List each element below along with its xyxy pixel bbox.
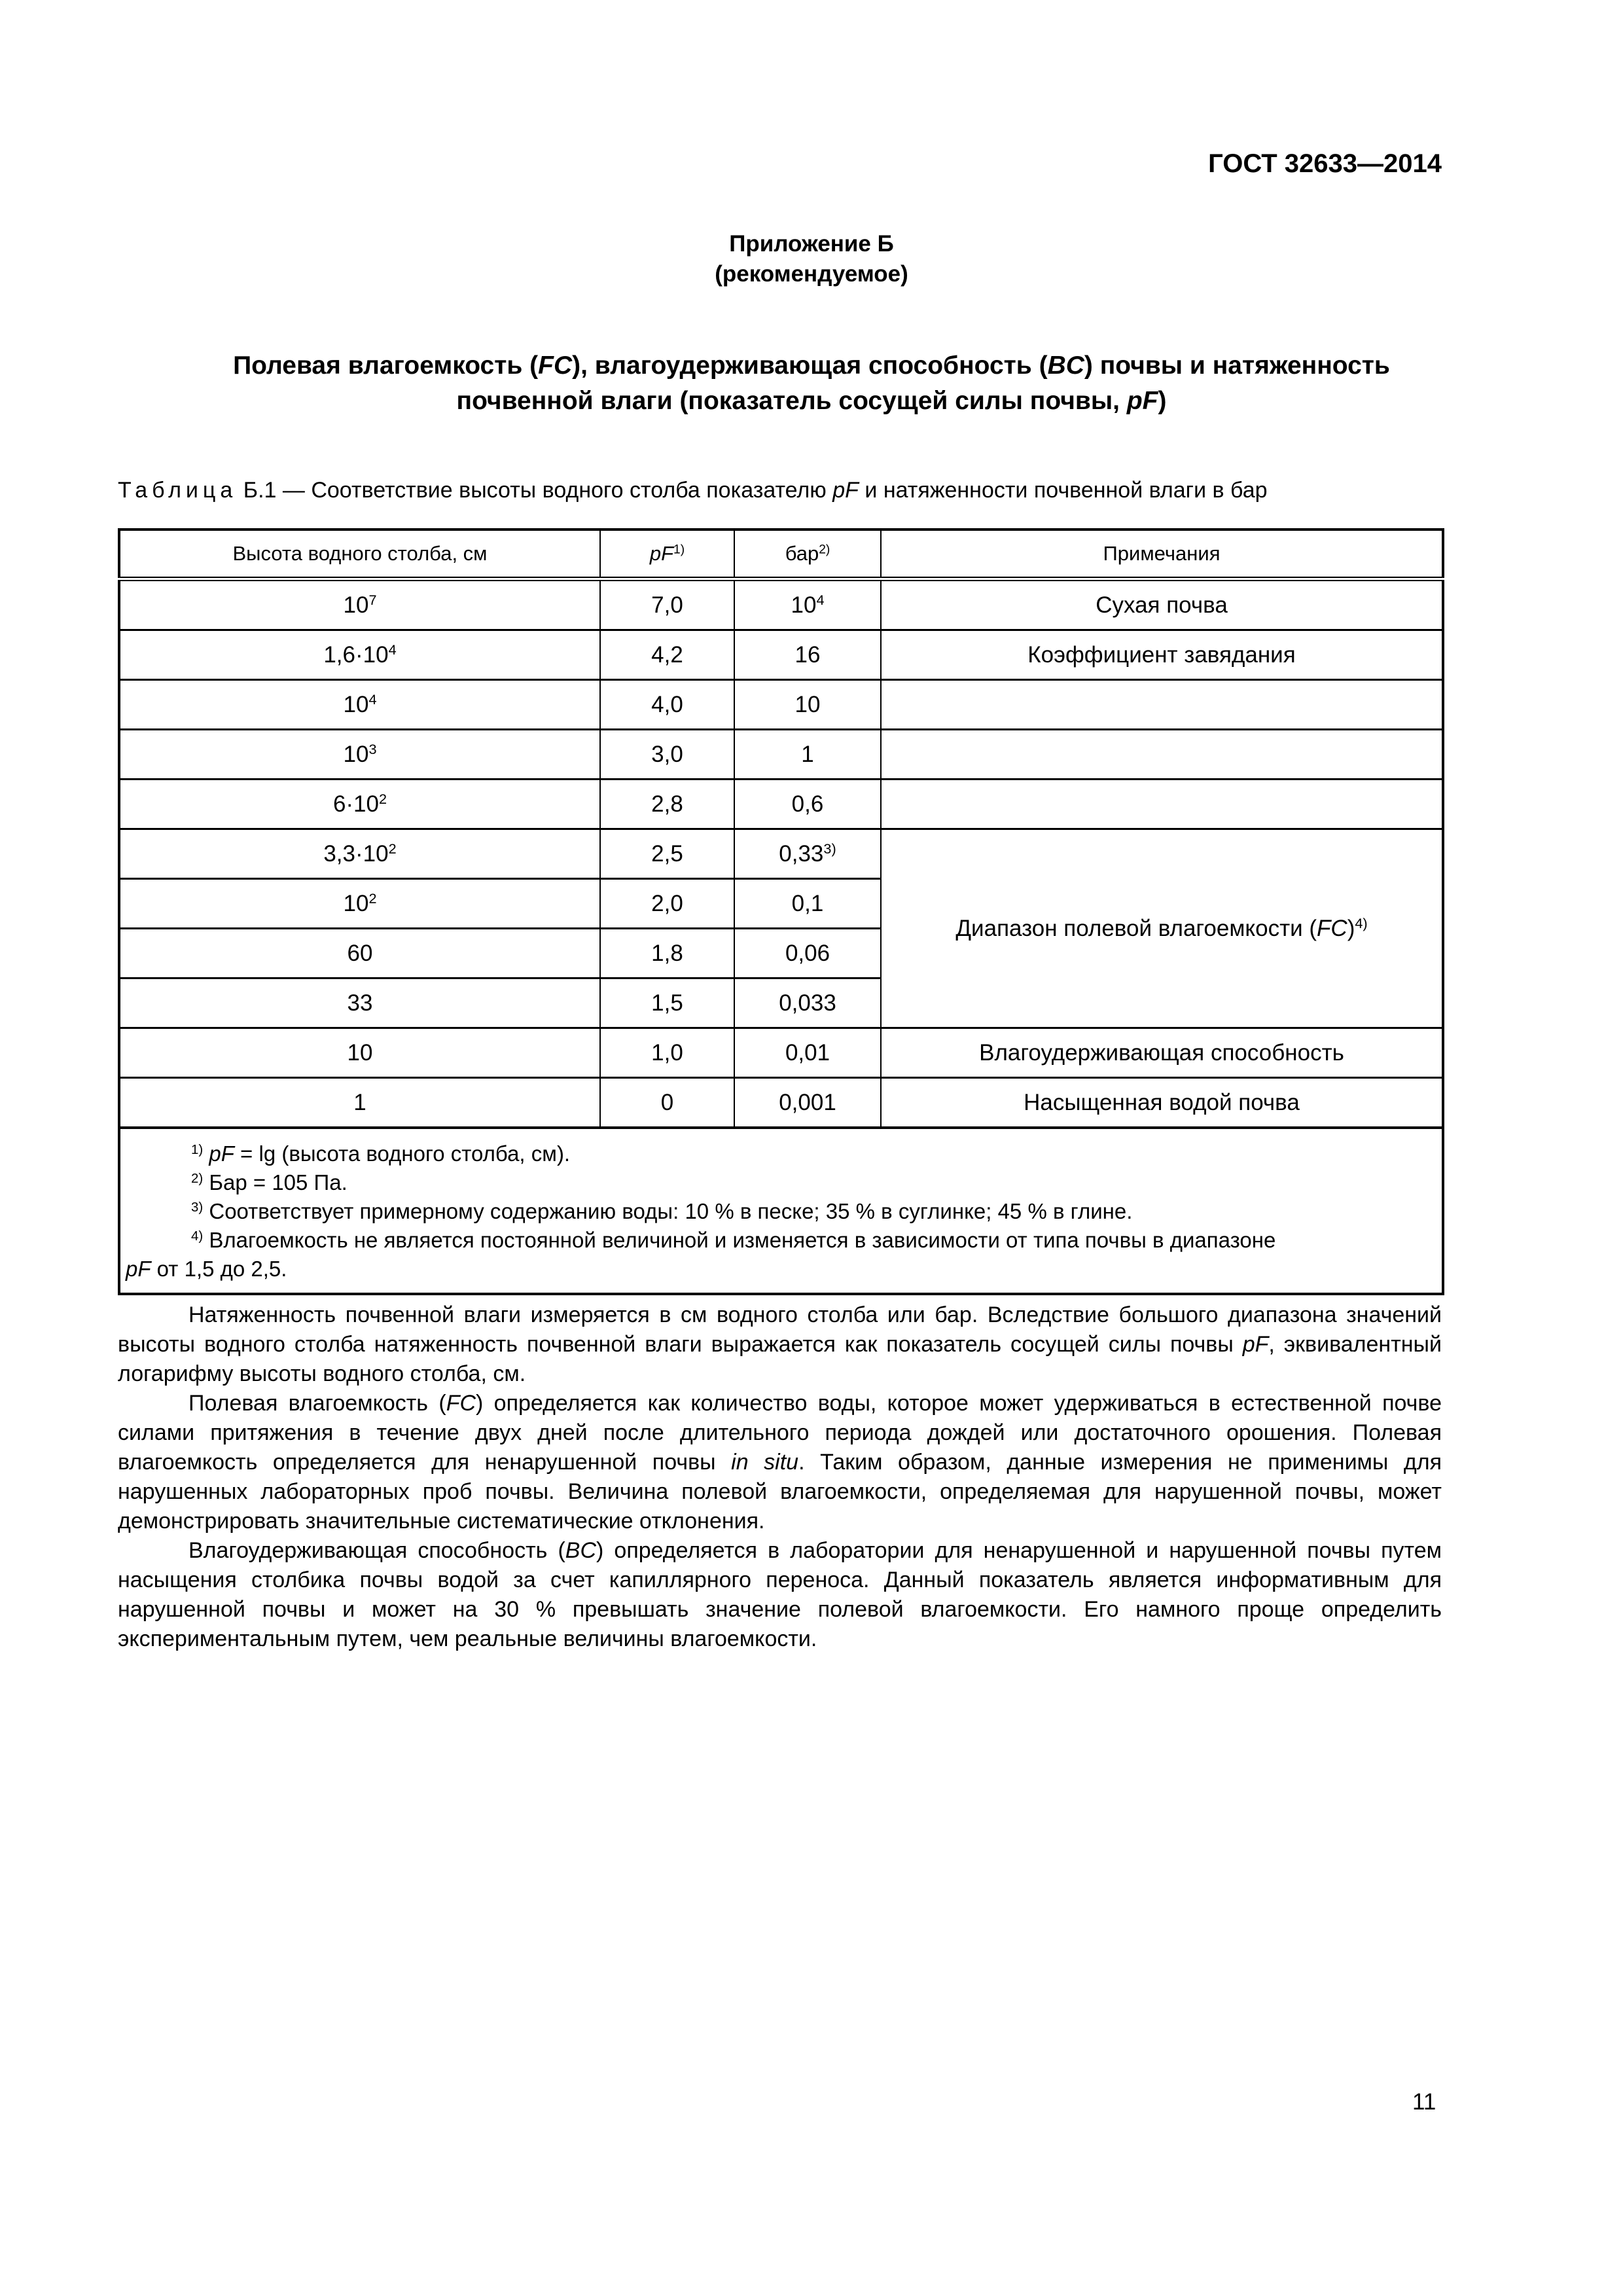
- cell-water-column-height: [119, 630, 600, 680]
- cell-bar: [734, 680, 881, 730]
- italic-term: pF: [1126, 387, 1158, 415]
- footnote: [126, 1226, 1436, 1255]
- table-row: [119, 780, 1443, 829]
- annex-header: [0, 229, 1623, 289]
- text-segment: ) почвы и натяженность: [1084, 351, 1390, 380]
- pf-value: 7,0: [651, 592, 683, 618]
- page-number: 11: [1412, 2089, 1436, 2115]
- annex-title: Приложение Б: [729, 231, 894, 257]
- text-segment: Полевая влагоемкость (: [188, 1391, 446, 1416]
- cell-water-column-height: [119, 780, 600, 829]
- footnote-ref: 1): [673, 543, 685, 557]
- table-row: [119, 829, 1443, 879]
- italic-term: FC: [538, 351, 573, 380]
- text-segment: Влагоемкость не является постоянной величиной и изменяется в зависимости от типа почвы в диапазоне: [209, 1228, 1276, 1252]
- italic-term: in situ: [731, 1450, 799, 1475]
- paragraph: [118, 1389, 1442, 1536]
- cell-bar: [734, 780, 881, 829]
- cell-pf: [600, 1078, 734, 1128]
- text-segment: ) определяется как количество воды, которое может удерживаться в естественной почве силами притяжения в течение двух дней после длительного периода дождей или достаточного орошения. Полевая влагоемкость определяется для ненарушенной почвы: [118, 1391, 1442, 1475]
- height-exponent: 3: [368, 740, 377, 757]
- height-exponent: 2: [388, 840, 397, 857]
- bar-value: 10: [794, 691, 821, 717]
- text-segment: почвенной влаги (показатель сосущей силы почвы,: [456, 387, 1127, 415]
- cell-note: [881, 1028, 1443, 1078]
- cell-pf: [600, 680, 734, 730]
- document-code: ГОСТ 32633—2014: [1208, 149, 1442, 178]
- pf-value: 4,2: [651, 641, 683, 668]
- footnote-continuation: [126, 1255, 1436, 1283]
- text-segment: Полевая влагоемкость (: [233, 351, 539, 380]
- pf-value: 0: [660, 1089, 674, 1115]
- pf-table: [118, 528, 1444, 1295]
- cell-pf: [600, 630, 734, 680]
- italic-term: pF: [1242, 1332, 1269, 1357]
- cell-water-column-height: [119, 879, 600, 929]
- heading-line-1: [0, 348, 1623, 384]
- cell-bar: [734, 630, 881, 680]
- footnote-mark: 2): [191, 1170, 204, 1186]
- footnote-mark: 1): [191, 1141, 204, 1157]
- italic-term: pF: [126, 1257, 151, 1281]
- height-exponent: 2: [379, 790, 387, 807]
- text-segment: от 1,5 до 2,5.: [151, 1257, 287, 1281]
- note-italic: FC: [1317, 915, 1347, 941]
- cell-water-column-height: [119, 579, 600, 630]
- paragraph: [118, 1300, 1442, 1389]
- bar-value: 0,01: [785, 1039, 830, 1066]
- note-text: Коэффициент завядания: [1027, 641, 1296, 668]
- bar-value: 0,1: [791, 890, 824, 916]
- height-value: 10: [343, 890, 369, 916]
- bar-value: 1: [801, 741, 814, 767]
- caption-text: Б.1 — Соответствие высоты водного столба показателю: [237, 478, 833, 503]
- cell-pf: [600, 730, 734, 780]
- height-exponent: 2: [368, 889, 377, 906]
- footnote-ref: 2): [819, 543, 830, 557]
- bar-superscript: 3): [823, 840, 836, 857]
- cell-note: [881, 730, 1443, 780]
- height-value: 3,3·10: [323, 840, 389, 867]
- height-value: 60: [347, 940, 373, 966]
- cell-bar: [734, 829, 881, 879]
- text-segment: ) определяется в лаборатории для ненарушенной и нарушенной почвы путем насыщения столбика почвы водой за счет капиллярного переноса. Данный показатель является информативным для нарушенной почвы и может на 30 % превышать значение полевой влагоемкости. Его намного проще определить экспериментальным путем, чем реальные величины влагоемкости.: [118, 1538, 1442, 1651]
- column-header-label: бар: [785, 542, 819, 565]
- height-exponent: 4: [388, 641, 397, 658]
- bar-value: 0,033: [779, 990, 836, 1016]
- cell-pf: [600, 829, 734, 879]
- footnote-mark: 4): [191, 1228, 204, 1244]
- pf-value: 2,0: [651, 890, 683, 916]
- pf-value: 1,0: [651, 1039, 683, 1066]
- cell-pf: [600, 780, 734, 829]
- heading-line-2: [0, 384, 1623, 419]
- cell-bar: [734, 1028, 881, 1078]
- text-segment: Соответствует примерному содержанию воды: 10 % в песке; 35 % в суглинке; 45 % в глине.: [209, 1199, 1133, 1223]
- table-row: [119, 1078, 1443, 1128]
- cell-pf: [600, 929, 734, 978]
- table-header-row: [119, 529, 1443, 579]
- cell-water-column-height: [119, 730, 600, 780]
- bar-value: 16: [794, 641, 821, 668]
- text-segment: . Таким образом, данные измерения не применимы для нарушенных лабораторных проб почвы. Величина полевой влагоемкости, определяемая для нарушенной почвы, может демонстрировать значительные систематические отклонения.: [118, 1450, 1442, 1534]
- note-close: ): [1347, 915, 1355, 941]
- cell-bar: [734, 730, 881, 780]
- note-text: Диапазон полевой влагоемкости (: [955, 915, 1317, 941]
- height-value: 33: [347, 990, 373, 1016]
- column-header: [734, 529, 881, 579]
- cell-water-column-height: [119, 829, 600, 879]
- column-header-label: Примечания: [1103, 542, 1221, 565]
- note-text: Сухая почва: [1096, 592, 1228, 618]
- bar-superscript: 4: [816, 591, 825, 608]
- cell-water-column-height: [119, 680, 600, 730]
- column-header: [881, 529, 1443, 579]
- section-heading: [0, 348, 1623, 419]
- italic-term: FC: [446, 1391, 476, 1416]
- cell-water-column-height: [119, 978, 600, 1028]
- cell-pf: [600, 579, 734, 630]
- height-exponent: 4: [368, 691, 377, 708]
- cell-water-column-height: [119, 929, 600, 978]
- pf-value: 2,5: [651, 840, 683, 867]
- column-header: [119, 529, 600, 579]
- cell-bar: [734, 978, 881, 1028]
- height-value: 10: [343, 592, 369, 618]
- column-header-label: pF: [649, 542, 674, 565]
- cell-bar: [734, 1078, 881, 1128]
- text-segment: Влагоудерживающая способность (: [188, 1538, 565, 1563]
- annex-status: (рекомендуемое): [715, 261, 908, 287]
- bar-value: 0,06: [785, 940, 830, 966]
- pf-value: 1,8: [651, 940, 683, 966]
- cell-note: [881, 630, 1443, 680]
- text-segment: = lg (высота водного столба, см).: [234, 1141, 571, 1166]
- italic-term: BC: [1047, 351, 1084, 380]
- table-row: [119, 680, 1443, 730]
- footnote-ref: 4): [1355, 914, 1368, 931]
- cell-water-column-height: [119, 1028, 600, 1078]
- table-row: [119, 579, 1443, 630]
- table-row: [119, 1028, 1443, 1078]
- bar-value: 10: [791, 592, 817, 618]
- height-value: 1: [353, 1089, 366, 1115]
- text-segment: , эквивалентный логарифму высоты водного столба, см.: [118, 1332, 1442, 1386]
- cell-pf: [600, 978, 734, 1028]
- note-text: Влагоудерживающая способность: [979, 1039, 1344, 1066]
- cell-note: [881, 680, 1443, 730]
- height-value: 6·10: [332, 791, 379, 817]
- italic-term: pF: [209, 1141, 234, 1166]
- footnote: [126, 1197, 1436, 1226]
- height-exponent: 7: [368, 591, 377, 608]
- table-row: [119, 630, 1443, 680]
- height-value: 1,6·10: [323, 641, 389, 668]
- column-header: [600, 529, 734, 579]
- pf-value: 2,8: [651, 791, 683, 817]
- text-segment: ): [1158, 387, 1167, 415]
- column-header-label: Высота водного столба, см: [232, 542, 488, 565]
- italic-term: BC: [565, 1538, 597, 1563]
- footnote-mark: 3): [191, 1199, 204, 1215]
- text-segment: Натяженность почвенной влаги измеряется в см водного столба или бар. Вследствие большого диапазона значений высоты водного столба натяженность почвенной влаги выражается как показатель сосущей силы почвы: [118, 1302, 1442, 1357]
- caption-italic: pF: [832, 478, 859, 503]
- cell-note: [881, 579, 1443, 630]
- cell-note: [881, 780, 1443, 829]
- cell-bar: [734, 579, 881, 630]
- cell-bar: [734, 879, 881, 929]
- cell-water-column-height: [119, 1078, 600, 1128]
- pf-value: 1,5: [651, 990, 683, 1016]
- cell-pf: [600, 879, 734, 929]
- cell-pf: [600, 1028, 734, 1078]
- text-segment: ), влагоудерживающая способность (: [572, 351, 1048, 380]
- table-row: [119, 730, 1443, 780]
- height-value: 10: [347, 1039, 373, 1066]
- paragraph: [118, 1536, 1442, 1654]
- text-segment: Бар = 105 Па.: [209, 1170, 348, 1194]
- table-caption: [118, 478, 1268, 503]
- note-text: Насыщенная водой почва: [1024, 1089, 1300, 1115]
- footnotes-row: [119, 1128, 1443, 1294]
- height-value: 10: [343, 691, 369, 717]
- footnotes-cell: [119, 1128, 1443, 1294]
- body-text: [118, 1300, 1442, 1654]
- bar-value: 0,33: [779, 840, 824, 867]
- cell-note-merged: [881, 829, 1443, 1028]
- footnote: [126, 1139, 1436, 1168]
- caption-label: Таблица: [118, 478, 238, 503]
- caption-text-end: и натяженности почвенной влаги в бар: [858, 478, 1268, 503]
- footnote: [126, 1168, 1436, 1197]
- pf-value: 4,0: [651, 691, 683, 717]
- cell-note: [881, 1078, 1443, 1128]
- bar-value: 0,6: [791, 791, 824, 817]
- height-value: 10: [343, 741, 369, 767]
- bar-value: 0,001: [779, 1089, 836, 1115]
- pf-value: 3,0: [651, 741, 683, 767]
- cell-bar: [734, 929, 881, 978]
